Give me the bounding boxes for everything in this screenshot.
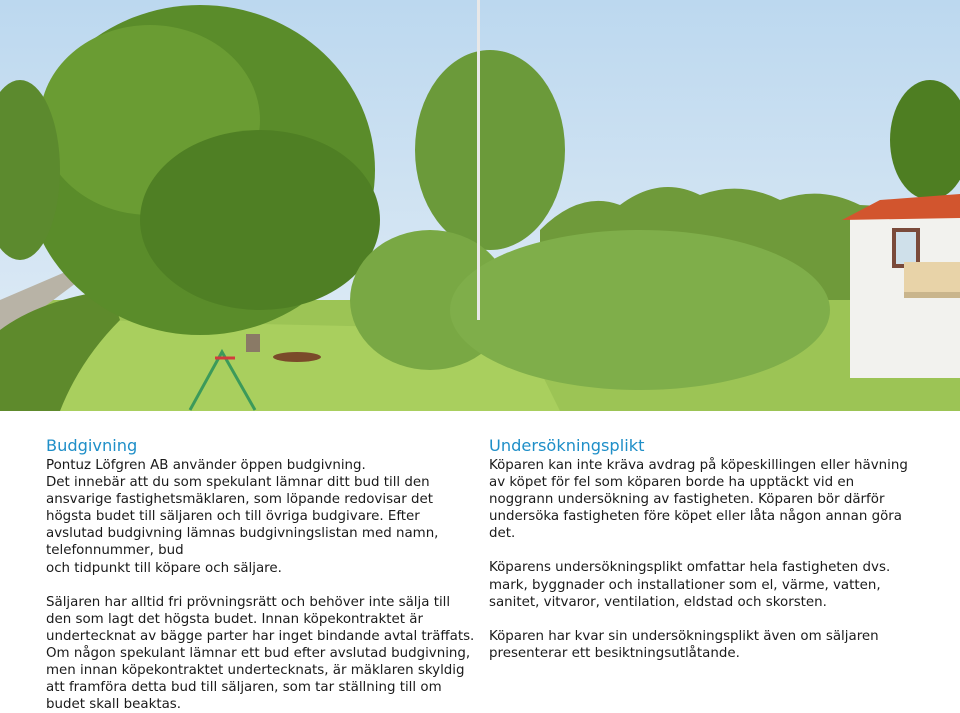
inspection-duty-section (489, 436, 919, 662)
inspection-duty-paragraph-3: Köparen har kvar sin undersökningsplikt även om säljaren presenterar ett besiktningsutlåtande. (489, 628, 879, 661)
inspection-duty-paragraph-2: Köparens undersökningsplikt omfattar hela fastigheten dvs. mark, byggnader och installationer som el, värme, vatten, sanitet, vitvaror, ventilation, eldstad och skorsten. (489, 560, 891, 610)
bidding-heading: Budgivning (46, 436, 138, 455)
bidding-paragraph-1: Pontuz Löfgren AB använder öppen budgivning. Det innebär att du som spekulant lämnar ditt bud till den ansvarige fastighetsmäklaren, som löpande redovisar det högsta budet till säljaren och till övriga budgivare. Efter avslutad budgivning lämnas budgivningslistan med namn, telefonnummer, bud och tidpunkt till köpare och säljare. (46, 458, 439, 576)
bidding-section (46, 436, 476, 713)
bidding-paragraph-2: Säljaren har alltid fri prövningsrätt och behöver inte sälja till den som lagt det högsta budet. Innan köpekontraktet är undertecknat av bägge parter har inget bindande avtal träffats. (46, 594, 475, 644)
inspection-duty-paragraph-1: Köparen kan inte kräva avdrag på köpeskillingen eller hävning av köpet för fel som köparen borde ha upptäckt vid en noggrann undersökning av fastigheten. Köparen bör därför undersöka fastigheten före köpet eller låta någon annan göra det. (489, 458, 908, 542)
inspection-duty-heading: Undersökningsplikt (489, 436, 645, 455)
bidding-paragraph-3: Om någon spekulant lämnar ett bud efter avslutad budgivning, men innan köpekontraktet undertecknats, är mäklaren skyldig att framföra detta bud till säljaren, som tar ställning till om budet skall beaktas. (46, 645, 471, 713)
